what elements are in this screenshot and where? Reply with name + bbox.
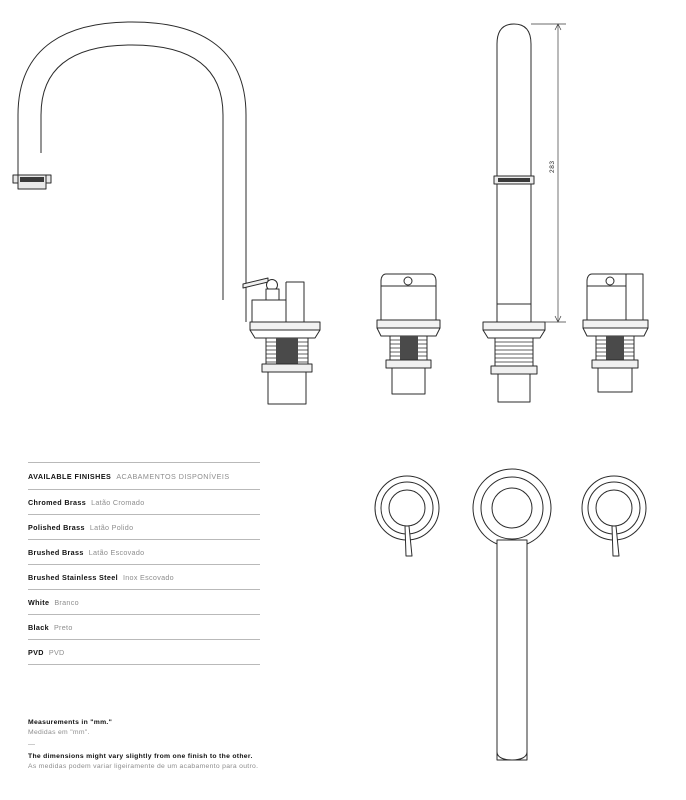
- note-measurements-en: Measurements in "mm.": [28, 719, 113, 726]
- dimension-label-283: 283: [549, 160, 556, 173]
- plan-view-handle-right: [582, 476, 646, 556]
- available-finishes-table: [28, 462, 260, 665]
- note-measurements-pt: Medidas em "mm".: [28, 729, 90, 736]
- finish-label-en: Brushed Brass: [28, 547, 84, 557]
- finish-label-pt: Branco: [54, 597, 79, 607]
- finishes-header-row: [28, 463, 260, 489]
- note-variation-pt: As medidas podem variar ligeiramente de um acabamento para outro.: [28, 763, 259, 770]
- finish-label-en: PVD: [28, 647, 44, 657]
- spout-front-view: [13, 22, 320, 404]
- finish-row: [28, 515, 260, 539]
- finish-row: [28, 590, 260, 614]
- finish-label-pt: Inox Escovado: [122, 572, 174, 582]
- dimension-line-height: [531, 24, 566, 322]
- finish-label-en: Chromed Brass: [28, 497, 87, 507]
- note-separator: —: [28, 741, 36, 748]
- plan-view-spout-centre: [473, 469, 551, 760]
- handle-side-view: [583, 274, 648, 392]
- finishes-header-en: AVAILABLE FINISHES: [28, 471, 112, 481]
- finish-label-en: Brushed Stainless Steel: [28, 572, 118, 582]
- plan-view-handle-left: [375, 476, 439, 556]
- table-rule: [28, 664, 260, 665]
- finish-label-en: White: [28, 597, 50, 607]
- finish-label-en: Black: [28, 622, 49, 632]
- finish-label-pt: Latão Polido: [89, 522, 134, 532]
- handle-front-view: [377, 274, 440, 394]
- finish-row: [28, 490, 260, 514]
- finish-label-pt: PVD: [48, 647, 65, 657]
- finish-label-en: Polished Brass: [28, 522, 85, 532]
- finish-row: [28, 615, 260, 639]
- finish-row: [28, 640, 260, 664]
- note-variation-en: The dimensions might vary slightly from one finish to the other.: [28, 753, 253, 760]
- drawing-notes: [28, 718, 358, 772]
- finish-row: [28, 565, 260, 589]
- finish-label-pt: Preto: [53, 622, 73, 632]
- spout-side-view: [483, 24, 545, 402]
- finishes-header-pt: ACABAMENTOS DISPONÍVEIS: [116, 471, 230, 481]
- finish-row: [28, 540, 260, 564]
- finish-label-pt: Latão Cromado: [91, 497, 145, 507]
- finish-label-pt: Latão Escovado: [88, 547, 145, 557]
